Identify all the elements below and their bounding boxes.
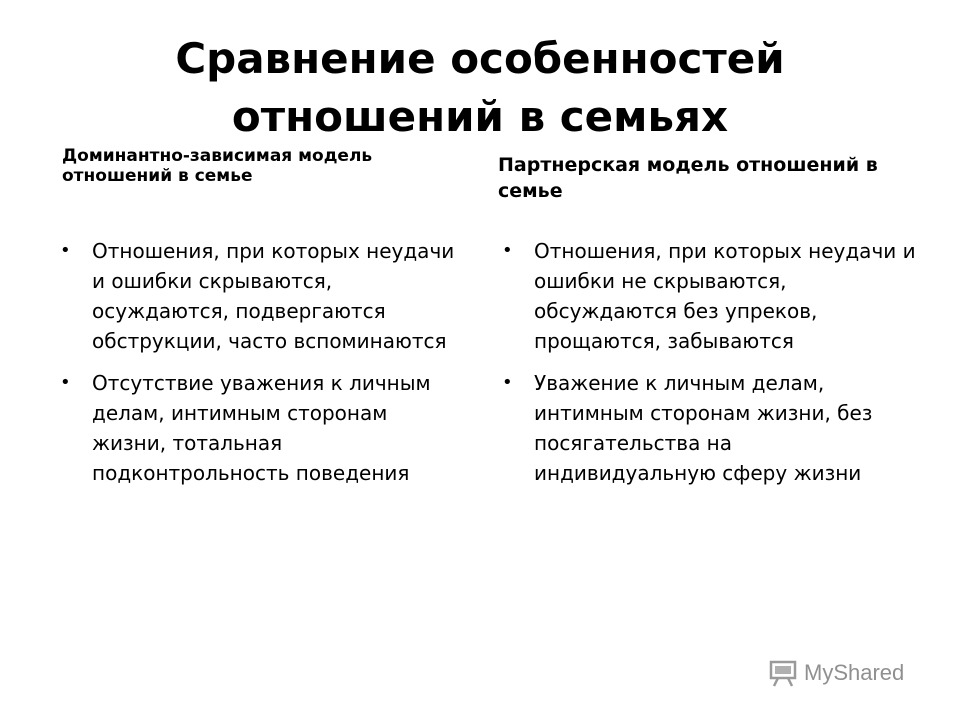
bullet-text: Отсутствие уважения к личным делам, интимным сторонам жизни, тотальная подконтрольность поведения xyxy=(92,371,431,485)
right-bullet-list xyxy=(500,236,920,500)
list-item xyxy=(500,368,920,488)
bullet-icon: • xyxy=(60,372,71,393)
left-column-heading: Доминантно-зависимая модель отношений в семье xyxy=(62,146,373,186)
bullet-icon: • xyxy=(502,240,513,261)
left-bullet-list xyxy=(58,236,458,500)
list-item xyxy=(500,236,920,356)
list-item xyxy=(58,368,458,488)
bullet-icon: • xyxy=(60,240,71,261)
bullet-icon: • xyxy=(502,372,513,393)
bullet-text: Отношения, при которых неудачи и ошибки скрываются, осуждаются, подвергаются обструкции, часто вспоминаются xyxy=(92,239,455,353)
watermark-logo xyxy=(768,656,928,690)
slide-title: Сравнение особенностей отношений в семьях xyxy=(175,34,785,141)
watermark-text: MyShared xyxy=(804,660,905,685)
bullet-text: Отношения, при которых неудачи и ошибки не скрываются, обсуждаются без упреков, прощаются, забываются xyxy=(534,239,916,353)
list-item xyxy=(58,236,458,356)
presentation-icon xyxy=(768,658,798,688)
bullet-text: Уважение к личным делам, интимным сторонам жизни, без посягательства на индивидуальную сферу жизни xyxy=(534,371,873,485)
right-column-heading: Партнерская модель отношений в семье xyxy=(498,154,878,202)
